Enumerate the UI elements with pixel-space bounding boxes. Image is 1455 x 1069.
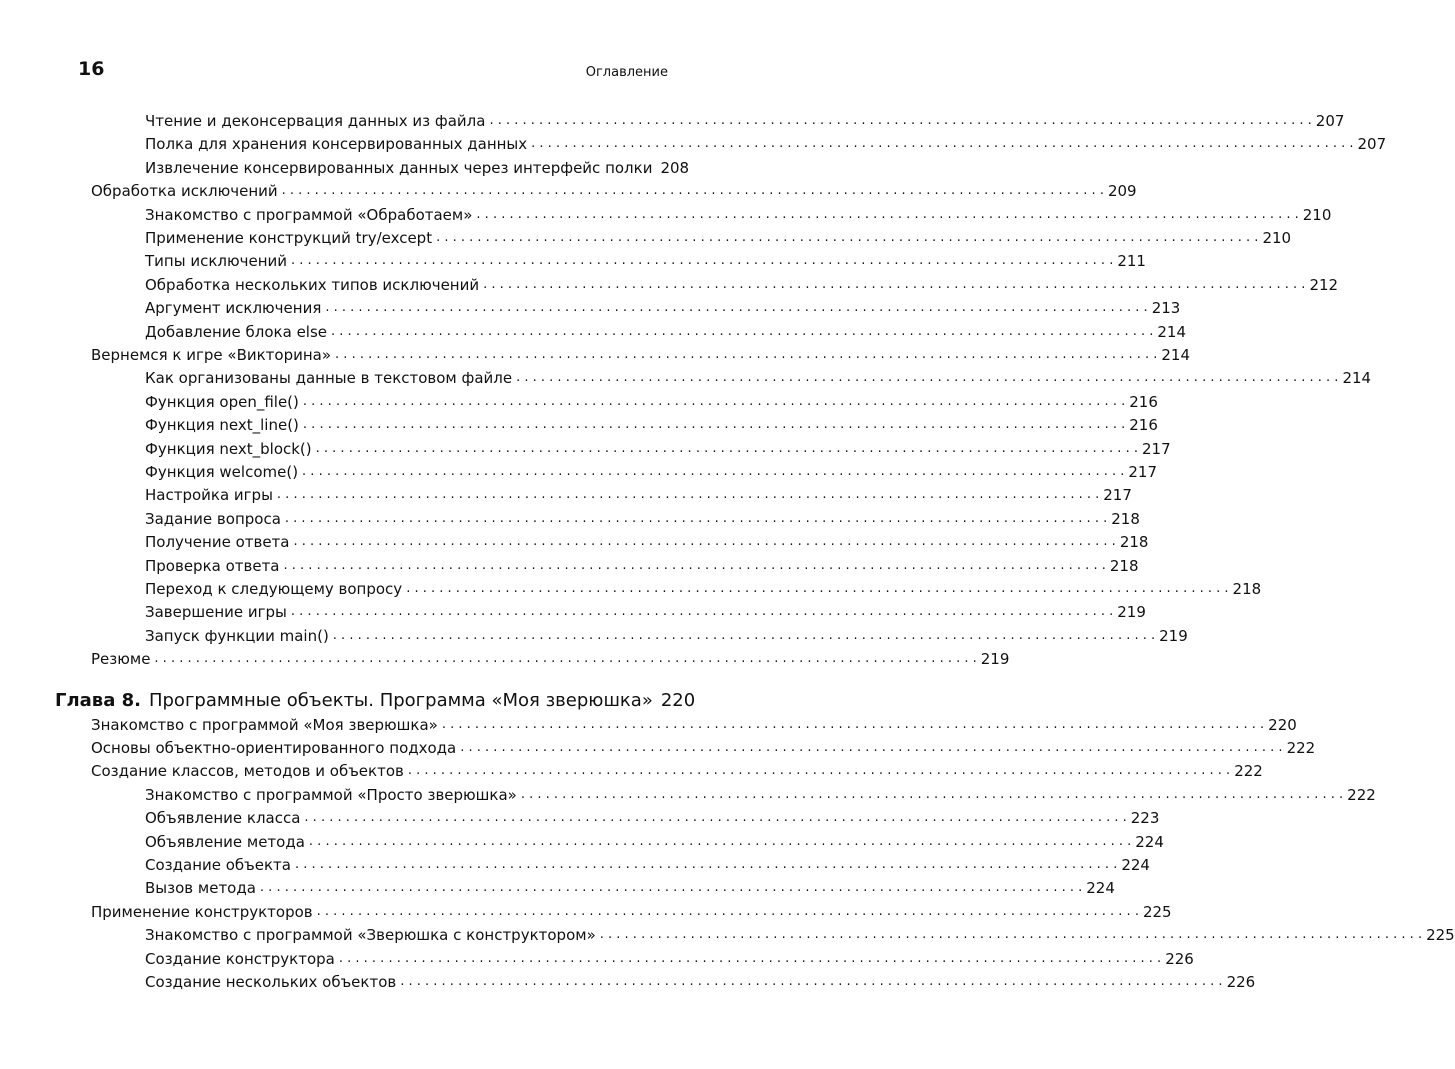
- toc-entry: [145, 875, 1115, 898]
- dot-leader: [325, 299, 1147, 317]
- toc-entry-page: 214: [1342, 369, 1372, 388]
- toc-entry: [91, 758, 1263, 781]
- toc-entry-page: 213: [1151, 299, 1181, 318]
- dot-leader: [295, 856, 1117, 874]
- toc-entry-title: Объявление метода: [145, 832, 305, 851]
- dot-leader: [460, 739, 1282, 757]
- dot-leader: [521, 786, 1343, 804]
- dot-leader: [400, 973, 1222, 991]
- toc-entry: [145, 202, 1332, 224]
- toc-entry-title: Чтение и деконсервация данных из файла: [145, 112, 486, 130]
- dot-leader: [333, 627, 1155, 645]
- toc-entry: [145, 412, 1158, 435]
- dot-leader: [291, 252, 1113, 270]
- toc-entry: [145, 459, 1158, 481]
- toc-entry-title: Добавление блока else: [145, 322, 328, 341]
- toc-entry-title: Проверка ответа: [145, 556, 280, 575]
- toc-entry: [145, 365, 1372, 388]
- page-number: 16: [78, 58, 105, 80]
- toc-entry: [91, 735, 1316, 757]
- toc-entry-page: 219: [1159, 626, 1188, 645]
- toc-entry-title: Завершение игры: [145, 603, 287, 622]
- toc-entry-title: Аргумент исключения: [145, 299, 322, 318]
- toc-entry-page: 210: [1262, 229, 1292, 247]
- toc-entry-title: Полка для хранения консервированных данных: [145, 135, 528, 154]
- dot-leader: [331, 323, 1153, 341]
- toc-entry-title: Знакомство с программой «Моя зверюшка»: [91, 715, 438, 734]
- toc-entry-page: 224: [1135, 832, 1164, 851]
- toc-entry-title: Задание вопроса: [145, 509, 281, 528]
- toc-entry: [145, 482, 1132, 505]
- dot-leader: [531, 135, 1353, 153]
- dot-leader: [154, 650, 976, 668]
- toc-entry: [145, 319, 1187, 341]
- toc-entry-page: 210: [1302, 205, 1332, 224]
- toc-entry: [145, 946, 1194, 968]
- toc-entry-title: Объявление класса: [145, 809, 301, 828]
- toc-entry-page: 218: [1119, 533, 1149, 552]
- toc-entry: [145, 553, 1139, 575]
- toc-entry-page: 218: [1111, 509, 1140, 528]
- toc-entry-title: Создание классов, методов и объектов: [91, 762, 404, 781]
- dot-leader: [304, 809, 1126, 827]
- toc-entry: [145, 506, 1140, 528]
- toc-entry-title: Вернемся к игре «Викторина»: [91, 346, 332, 364]
- dot-leader: [277, 486, 1099, 504]
- toc-entry: [145, 248, 1146, 271]
- toc-entry-page: 219: [1117, 603, 1146, 622]
- toc-entry-page: 226: [1226, 973, 1256, 991]
- toc-entry: [145, 108, 1345, 130]
- toc-entry: [145, 155, 690, 177]
- dot-leader: [291, 603, 1113, 621]
- toc-entry-page: 217: [1128, 463, 1158, 481]
- toc-entry: [91, 646, 1010, 669]
- toc-entry-title: Запуск функции main(): [145, 626, 329, 645]
- toc-entry: [91, 712, 1297, 734]
- dot-leader: [489, 112, 1311, 130]
- chapter-page: 220: [660, 689, 696, 711]
- toc-entry-page: 217: [1141, 439, 1171, 458]
- toc-entry: [145, 805, 1160, 828]
- toc-entry-title: Типы исключений: [145, 252, 287, 271]
- toc-entry-page: 224: [1086, 879, 1115, 898]
- toc-entry-title: Создание объекта: [145, 856, 291, 874]
- toc-entry-page: 222: [1234, 762, 1263, 781]
- toc-entry-page: 216: [1129, 416, 1158, 435]
- toc-entry-page: 209: [1107, 182, 1137, 201]
- toc-entry-title: Обработка нескольких типов исключений: [145, 275, 480, 294]
- dot-leader: [600, 926, 1422, 944]
- toc-entry: [145, 389, 1158, 411]
- toc-entry: [145, 782, 1376, 804]
- dot-leader: [476, 206, 1298, 224]
- toc-entry-page: 223: [1130, 809, 1160, 828]
- toc-entry: [145, 225, 1292, 247]
- dot-leader: [339, 950, 1161, 968]
- toc-entry-title: Функция next_line(): [145, 416, 299, 435]
- toc-entry: [145, 272, 1339, 294]
- toc-entry-page: 222: [1347, 785, 1376, 804]
- toc-entry: [145, 436, 1171, 458]
- toc-entry-title: Функция open_file(): [145, 392, 299, 411]
- chapter-number: Глава 8.: [55, 689, 141, 711]
- toc-entry-page: 207: [1357, 135, 1387, 154]
- dot-leader: [260, 879, 1082, 897]
- toc-entry: [145, 576, 1262, 598]
- toc-entry-title: Знакомство с программой «Зверюшка с конструктором»: [145, 926, 596, 945]
- dot-leader: [408, 762, 1230, 780]
- toc-entry: [145, 969, 1256, 991]
- toc-entry: [145, 852, 1150, 874]
- chapter-heading: [55, 686, 696, 712]
- toc-entry-title: Переход к следующему вопросу: [145, 580, 403, 598]
- toc-entry: [91, 899, 1172, 921]
- toc-entry-page: 225: [1142, 902, 1172, 921]
- toc-entry-title: Как организованы данные в текстовом файле: [145, 369, 513, 388]
- toc-entry-title: Создание конструктора: [145, 949, 335, 968]
- dot-leader: [316, 440, 1138, 458]
- toc-entry-title: Применение конструкторов: [91, 902, 313, 921]
- dot-leader: [282, 182, 1104, 200]
- toc-entry-page: 207: [1315, 112, 1345, 130]
- toc-entry-page: 214: [1161, 346, 1191, 364]
- dot-leader: [303, 393, 1125, 411]
- dot-leader: [335, 346, 1157, 364]
- toc-entry-page: 212: [1309, 275, 1339, 294]
- toc-entry-title: Настройка игры: [145, 486, 273, 505]
- dot-leader: [436, 229, 1258, 247]
- toc-entry-title: Функция next_block(): [145, 439, 312, 458]
- toc-entry-title: Вызов метода: [145, 879, 256, 898]
- dot-leader: [293, 533, 1115, 551]
- toc-entry-title: Основы объектно-ориентированного подхода: [91, 739, 457, 757]
- dot-leader: [285, 510, 1107, 528]
- toc-entry-title: Знакомство с программой «Обработаем»: [145, 205, 473, 224]
- dot-leader: [442, 716, 1264, 734]
- dot-leader: [309, 833, 1131, 851]
- toc-entry-page: 218: [1109, 556, 1139, 575]
- toc-entry-page: 224: [1121, 856, 1150, 874]
- dot-leader: [303, 416, 1125, 434]
- running-head: Оглавление: [585, 65, 668, 80]
- dot-leader: [284, 557, 1106, 575]
- toc-entry: [145, 131, 1387, 154]
- toc-entry: [145, 623, 1188, 645]
- toc-entry: [145, 922, 1455, 945]
- chapter-title: Программные объекты. Программа «Моя зверюшка»: [148, 689, 653, 711]
- toc-entry-page: 217: [1103, 486, 1132, 505]
- toc-entry: [145, 829, 1164, 851]
- dot-leader: [302, 463, 1124, 481]
- toc-entry-title: Резюме: [91, 650, 151, 669]
- toc-entry: [145, 599, 1146, 622]
- toc-entry-title: Извлечение консервированных данных через интерфейс полки: [145, 158, 653, 177]
- toc-entry-page: 208: [660, 158, 690, 177]
- dot-leader: [516, 369, 1338, 387]
- toc-entry-title: Получение ответа: [145, 533, 290, 552]
- toc-entry-title: Обработка исключений: [91, 182, 278, 201]
- toc-entry-page: 220: [1268, 715, 1297, 734]
- toc-entry-page: 226: [1165, 949, 1194, 968]
- toc-entry: [91, 342, 1191, 364]
- toc-entry: [145, 529, 1149, 552]
- toc-entry-page: 216: [1129, 392, 1158, 411]
- toc-entry: [91, 178, 1137, 201]
- toc-entry-page: 222: [1286, 739, 1316, 757]
- toc-entry: [145, 295, 1181, 318]
- toc-entry-title: Функция welcome(): [145, 463, 299, 481]
- dot-leader: [483, 276, 1305, 294]
- toc-entry-title: Создание нескольких объектов: [145, 973, 397, 991]
- toc-entry-page: 219: [980, 650, 1010, 669]
- toc-entry-page: 225: [1426, 926, 1455, 945]
- toc-entry-page: 211: [1117, 252, 1146, 271]
- toc-entry-title: Знакомство с программой «Просто зверюшка»: [145, 785, 517, 804]
- dot-leader: [317, 903, 1139, 921]
- toc-entry-page: 214: [1157, 322, 1187, 341]
- dot-leader: [406, 580, 1228, 598]
- toc-entry-page: 218: [1232, 580, 1262, 598]
- toc-entry-title: Применение конструкций try/except: [145, 229, 433, 247]
